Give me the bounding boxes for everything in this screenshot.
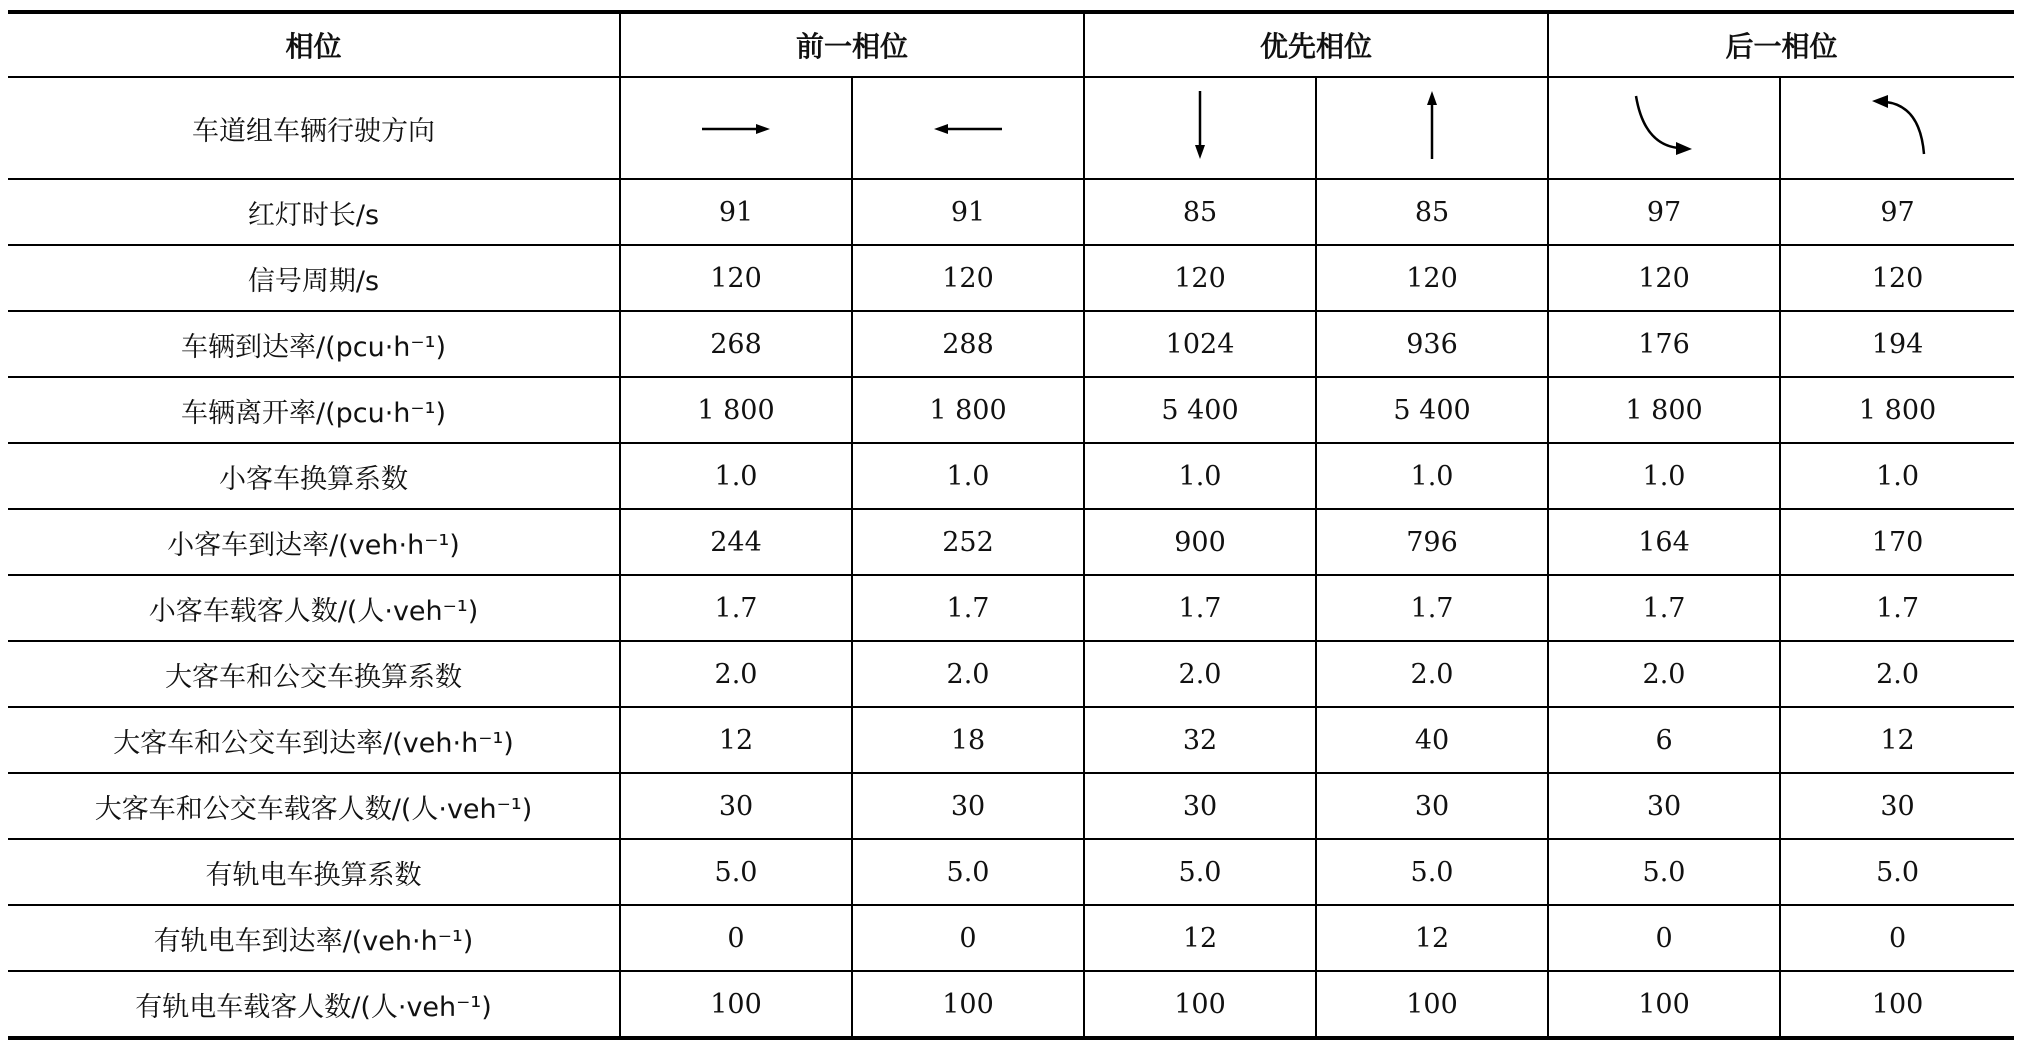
value-cell: 32 — [1084, 707, 1316, 773]
arrow-down-icon — [1192, 89, 1208, 161]
table-row — [8, 377, 2014, 443]
value-cell: 91 — [852, 179, 1084, 245]
value-cell: 120 — [1780, 245, 2014, 311]
value-cell: 100 — [620, 971, 852, 1038]
value-cell: 2.0 — [852, 641, 1084, 707]
table-row — [8, 707, 2014, 773]
value-cell: 97 — [1548, 179, 1780, 245]
table-row — [8, 509, 2014, 575]
value-cell: 170 — [1780, 509, 2014, 575]
row-label: 有轨电车换算系数 — [8, 839, 620, 905]
value-cell: 900 — [1084, 509, 1316, 575]
value-cell: 30 — [852, 773, 1084, 839]
value-cell: 40 — [1316, 707, 1548, 773]
value-cell: 268 — [620, 311, 852, 377]
table-row — [8, 641, 2014, 707]
row-label: 车辆到达率/(pcu·h⁻¹) — [8, 311, 620, 377]
phase-header: 相位 — [8, 12, 620, 77]
row-label: 车道组车辆行驶方向 — [8, 77, 620, 179]
value-cell: 2.0 — [1548, 641, 1780, 707]
value-cell: 120 — [1084, 245, 1316, 311]
value-cell: 100 — [1780, 971, 2014, 1038]
value-cell: 5.0 — [1780, 839, 2014, 905]
row-label: 大客车和公交车到达率/(veh·h⁻¹) — [8, 707, 620, 773]
value-cell: 12 — [1316, 905, 1548, 971]
arrow-left-icon — [932, 121, 1004, 137]
row-label: 小客车载客人数/(人·veh⁻¹) — [8, 575, 620, 641]
value-cell: 1.7 — [1780, 575, 2014, 641]
value-cell: 30 — [620, 773, 852, 839]
direction-cell — [1780, 77, 2014, 179]
value-cell: 30 — [1548, 773, 1780, 839]
value-cell: 97 — [1780, 179, 2014, 245]
value-cell: 91 — [620, 179, 852, 245]
value-cell: 120 — [1316, 245, 1548, 311]
value-cell: 30 — [1316, 773, 1548, 839]
row-label: 小客车换算系数 — [8, 443, 620, 509]
value-cell: 120 — [1548, 245, 1780, 311]
value-cell: 164 — [1548, 509, 1780, 575]
value-cell: 1 800 — [620, 377, 852, 443]
value-cell: 1.0 — [852, 443, 1084, 509]
table-row — [8, 971, 2014, 1038]
value-cell: 1 800 — [852, 377, 1084, 443]
value-cell: 12 — [620, 707, 852, 773]
value-cell: 2.0 — [1084, 641, 1316, 707]
value-cell: 1.7 — [1548, 575, 1780, 641]
direction-cell — [620, 77, 852, 179]
value-cell: 5 400 — [1316, 377, 1548, 443]
priority-phase-header: 优先相位 — [1084, 12, 1548, 77]
table-row — [8, 773, 2014, 839]
direction-cell — [1316, 77, 1548, 179]
value-cell: 1 800 — [1780, 377, 2014, 443]
value-cell: 244 — [620, 509, 852, 575]
value-cell: 1.0 — [1316, 443, 1548, 509]
value-cell: 5.0 — [1548, 839, 1780, 905]
row-label: 红灯时长/s — [8, 179, 620, 245]
table-row — [8, 443, 2014, 509]
value-cell: 120 — [852, 245, 1084, 311]
row-label: 有轨电车载客人数/(人·veh⁻¹) — [8, 971, 620, 1038]
value-cell: 0 — [1548, 905, 1780, 971]
prev-phase-header: 前一相位 — [620, 12, 1084, 77]
value-cell: 100 — [852, 971, 1084, 1038]
value-cell: 288 — [852, 311, 1084, 377]
value-cell: 796 — [1316, 509, 1548, 575]
phase-parameter-table — [8, 10, 2014, 1040]
value-cell: 85 — [1316, 179, 1548, 245]
value-cell: 1.7 — [1084, 575, 1316, 641]
value-cell: 85 — [1084, 179, 1316, 245]
row-label: 信号周期/s — [8, 245, 620, 311]
value-cell: 1.7 — [620, 575, 852, 641]
direction-cell — [1084, 77, 1316, 179]
value-cell: 936 — [1316, 311, 1548, 377]
curve-down-right-icon — [1632, 92, 1696, 158]
value-cell: 100 — [1548, 971, 1780, 1038]
value-cell: 0 — [852, 905, 1084, 971]
value-cell: 5.0 — [620, 839, 852, 905]
arrow-up-icon — [1424, 89, 1440, 161]
table-row — [8, 575, 2014, 641]
curve-up-left-icon — [1866, 92, 1930, 158]
direction-cell — [1548, 77, 1780, 179]
value-cell: 5.0 — [852, 839, 1084, 905]
direction-row — [8, 77, 2014, 179]
header-row — [8, 12, 2014, 77]
row-label: 有轨电车到达率/(veh·h⁻¹) — [8, 905, 620, 971]
value-cell: 100 — [1084, 971, 1316, 1038]
table-row — [8, 245, 2014, 311]
direction-cell — [852, 77, 1084, 179]
row-label: 大客车和公交车载客人数/(人·veh⁻¹) — [8, 773, 620, 839]
value-cell: 30 — [1780, 773, 2014, 839]
value-cell: 176 — [1548, 311, 1780, 377]
value-cell: 1 800 — [1548, 377, 1780, 443]
value-cell: 5 400 — [1084, 377, 1316, 443]
value-cell: 194 — [1780, 311, 2014, 377]
value-cell: 5.0 — [1084, 839, 1316, 905]
row-label: 小客车到达率/(veh·h⁻¹) — [8, 509, 620, 575]
value-cell: 1.0 — [1548, 443, 1780, 509]
arrow-right-icon — [700, 121, 772, 137]
value-cell: 30 — [1084, 773, 1316, 839]
row-label: 大客车和公交车换算系数 — [8, 641, 620, 707]
value-cell: 1.7 — [852, 575, 1084, 641]
table-row — [8, 179, 2014, 245]
table-row — [8, 905, 2014, 971]
value-cell: 12 — [1084, 905, 1316, 971]
value-cell: 18 — [852, 707, 1084, 773]
value-cell: 1024 — [1084, 311, 1316, 377]
value-cell: 252 — [852, 509, 1084, 575]
table-row — [8, 311, 2014, 377]
value-cell: 5.0 — [1316, 839, 1548, 905]
value-cell: 1.0 — [1084, 443, 1316, 509]
value-cell: 0 — [620, 905, 852, 971]
value-cell: 1.7 — [1316, 575, 1548, 641]
value-cell: 120 — [620, 245, 852, 311]
row-label: 车辆离开率/(pcu·h⁻¹) — [8, 377, 620, 443]
value-cell: 12 — [1780, 707, 2014, 773]
value-cell: 2.0 — [620, 641, 852, 707]
value-cell: 100 — [1316, 971, 1548, 1038]
value-cell: 2.0 — [1316, 641, 1548, 707]
value-cell: 6 — [1548, 707, 1780, 773]
value-cell: 2.0 — [1780, 641, 2014, 707]
table-row — [8, 839, 2014, 905]
value-cell: 1.0 — [1780, 443, 2014, 509]
value-cell: 0 — [1780, 905, 2014, 971]
value-cell: 1.0 — [620, 443, 852, 509]
next-phase-header: 后一相位 — [1548, 12, 2014, 77]
